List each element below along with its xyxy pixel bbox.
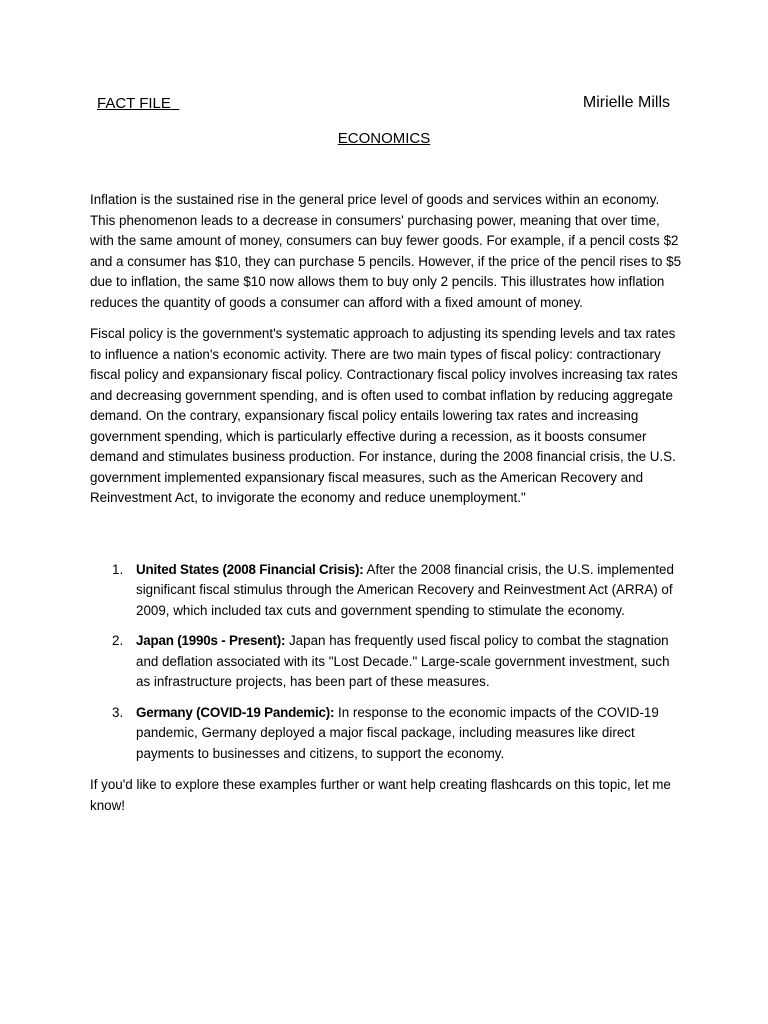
- list-item-term: Japan (1990s - Present):: [136, 633, 286, 648]
- list-item: [90, 703, 682, 765]
- author-name: Mirielle Mills: [582, 94, 670, 111]
- inflation-paragraph: Inflation is the sustained rise in the general price level of goods and services within an economy. This phenomenon leads to a decrease in consumers' purchasing power, meaning that over time, with the same amount of money, consumers can buy fewer goods. For example, if a pencil costs $2 and a consumer has $10, they can purchase 5 pencils. However, if the price of the pencil rises to $5 due to inflation, the same $10 now allows them to buy only 2 pencils. This illustrates how inflation reduces the quantity of goods a consumer can afford with a fixed amount of money.: [90, 192, 682, 310]
- list-item-text: After the 2008 financial crisis, the U.S. implemented significant fiscal stimulus through the American Recovery and Reinvestment Act (ARRA) of 2009, which included tax cuts and government spending to stimulate the economy.: [136, 561, 674, 618]
- spacer: [90, 520, 682, 560]
- closing-paragraph: If you'd like to explore these examples further or want help creating flashcards on this topic, let me know!: [90, 777, 671, 813]
- document-body: [90, 190, 682, 827]
- list-item: [90, 631, 682, 693]
- examples-list: [90, 560, 682, 765]
- list-number: 3.: [112, 704, 124, 720]
- fact-file-heading: FACT FILE: [97, 95, 180, 112]
- list-item-text: In response to the economic impacts of the COVID-19 pandemic, Germany deployed a major fiscal package, including measures like direct payments to businesses and citizens, to support the economy.: [136, 704, 659, 761]
- list-number: 2.: [112, 633, 124, 648]
- list-item-term: Germany (COVID-19 Pandemic):: [136, 704, 335, 720]
- subject-title: ECONOMICS: [337, 130, 431, 147]
- list-item: [90, 560, 682, 622]
- list-item-term: United States (2008 Financial Crisis):: [136, 561, 364, 577]
- fiscal-policy-paragraph: Fiscal policy is the government's systematic approach to adjusting its spending levels and tax rates to influence a nation's economic activity. There are two main types of fiscal policy: contractionary fiscal policy and expansionary fiscal policy. Contractionary fiscal policy involves increasing tax rates and decreasing government spending, and is often used to combat inflation by reducing aggregate demand. On the contrary, expansionary fiscal policy entails lowering tax rates and increasing government spending, which is particularly effective during a recession, as it boosts consumer demand and stimulates business production. For instance, during the 2008 financial crisis, the U.S. government implemented expansionary fiscal measures, such as the American Recovery and Reinvestment Act, to invigorate the economy and reduce unemployment.": [90, 326, 678, 505]
- list-number: 1.: [112, 561, 124, 577]
- list-item-text: Japan has frequently used fiscal policy to combat the stagnation and deflation associated with its "Lost Decade." Large-scale government investment, such as infrastructure projects, has been part of these measures.: [136, 633, 670, 689]
